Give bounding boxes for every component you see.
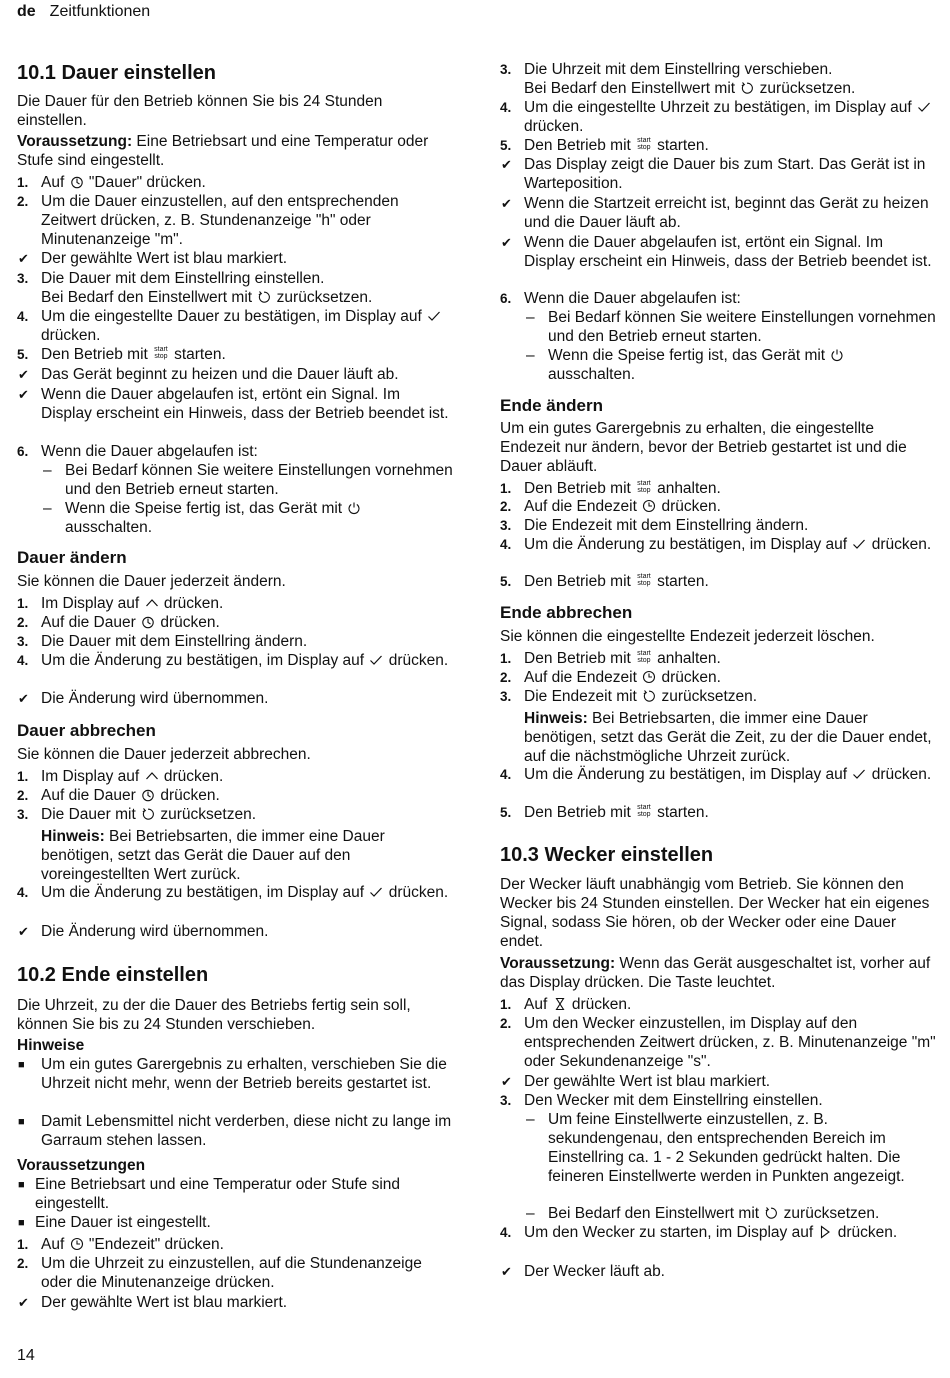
sub-item: – Bei Bedarf den Einstellwert mit zurücksetzen. [526, 1205, 880, 1222]
confirm-check-icon [852, 767, 866, 781]
reset-icon [764, 1206, 778, 1220]
result: ✔ Das Display zeigt die Dauer bis zum Start. Das Gerät ist in Warteposition. [501, 156, 926, 192]
result: ✔ Der Wecker läuft ab. [501, 1263, 665, 1280]
step: 6. Wenn die Dauer abgelaufen ist: [17, 443, 258, 460]
duration-icon [141, 788, 155, 802]
section-10-3-heading: 10.3 Wecker einstellen [500, 844, 714, 866]
sub-item: – Um feine Einstellwerte einzustellen, z. B. sekundengenau, den entsprechenden Bereich im Einstellring ca. 1 - 2 Sekunden gedrückt halten. Die feineren Einstellwerte werden in Punkten angezeigt. [526, 1111, 905, 1185]
result: ✔ Der gewählte Wert ist blau markiert. [18, 1294, 288, 1311]
note: Hinweis: Bei Betriebsarten, die immer eine Dauer benötigen, setzt das Gerät die Zeit, zu der die Dauer endet, auf die nächstmögliche Uhrzeit zurück. [524, 710, 932, 765]
step: 1. Auf "Dauer" drücken. [17, 174, 206, 191]
duration-icon [141, 615, 155, 629]
hourglass-icon [553, 997, 567, 1011]
power-icon [347, 501, 361, 515]
subheading-ende-abbrechen: Ende abbrechen [500, 603, 633, 622]
start-stop-icon: start stop [637, 573, 651, 587]
paragraph: Sie können die Dauer jederzeit abbrechen. [17, 746, 311, 763]
reset-icon [141, 807, 155, 821]
step: 4. Um die Änderung zu bestätigen, im Display auf drücken. [17, 884, 449, 901]
paragraph: Die Uhrzeit, zu der die Dauer des Betriebs fertig sein soll, können Sie bis zu 24 Stunden verschieben. [17, 997, 411, 1033]
paragraph: Der Wecker läuft unabhängig vom Betrieb. Sie können den Wecker bis 24 Stunden einstellen. Der Wecker hat ein eigenes Signal, sodass Sie hören, ob der Wecker oder eine Dauer endet. [500, 876, 930, 950]
step: 3. Den Wecker mit dem Einstellring einstellen. [500, 1092, 823, 1109]
step: 2. Auf die Dauer drücken. [17, 614, 220, 631]
endtime-clock-icon [642, 670, 656, 684]
endtime-clock-icon [70, 1237, 84, 1251]
paragraph: Sie können die eingestellte Endezeit jederzeit löschen. [500, 628, 875, 645]
step: 5. Den Betrieb mit start stop starten. [17, 346, 226, 363]
step: 3. Die Uhrzeit mit dem Einstellring verschieben. Bei Bedarf den Einstellwert mit zurücksetzen. [500, 61, 856, 97]
step: 5. Den Betrieb mit start stop starten. [500, 573, 709, 590]
start-stop-icon: start stop [154, 346, 168, 360]
paragraph: Die Dauer für den Betrieb können Sie bis 24 Stunden einstellen. [17, 93, 383, 129]
bullet-item: ■ Damit Lebensmittel nicht verderben, diese nicht zu lange im Garraum stehen lassen. [18, 1113, 452, 1149]
step: 4. Um die eingestellte Uhrzeit zu bestätigen, im Display auf drücken. [500, 99, 936, 137]
language-code: de [17, 3, 36, 20]
up-chevron-icon [145, 769, 159, 783]
result: ✔ Das Gerät beginnt zu heizen und die Dauer läuft ab. [18, 366, 399, 383]
confirm-check-icon [369, 885, 383, 899]
step: 2. Um den Wecker einzustellen, im Display auf den entsprechenden Zeitwert drücken, z. B. Minutenanzeige "m" oder Sekundenanzeige "s". [500, 1015, 936, 1070]
bullet-item: ■ Um ein gutes Garergebnis zu erhalten, verschieben Sie die Uhrzeit nicht mehr, wenn der Betrieb bereits gestartet ist. [18, 1056, 447, 1092]
note: Hinweis: Bei Betriebsarten, die immer eine Dauer benötigen, setzt das Gerät die Dauer auf den voreingestellten Wert zurück. [41, 828, 385, 883]
endtime-clock-icon [642, 499, 656, 513]
play-icon [818, 1225, 832, 1239]
reset-icon [642, 689, 656, 703]
confirm-check-icon [852, 537, 866, 551]
step: 1. Den Betrieb mit start stop anhalten. [500, 480, 721, 497]
result: ✔ Wenn die Startzeit erreicht ist, beginnt das Gerät zu heizen und die Dauer läuft ab. [501, 195, 929, 231]
step: 5. Den Betrieb mit start stop starten. [500, 804, 709, 821]
start-stop-icon: start stop [637, 650, 651, 664]
start-stop-icon: start stop [637, 480, 651, 494]
step: 4. Um die Änderung zu bestätigen, im Display auf drücken. [17, 652, 449, 669]
subheading-dauer-abbrechen: Dauer abbrechen [17, 721, 156, 740]
result: ✔ Die Änderung wird übernommen. [18, 923, 269, 940]
prerequisite: Voraussetzung: Eine Betriebsart und eine Temperatur oder Stufe sind eingestellt. [17, 133, 429, 169]
sub-item: – Bei Bedarf können Sie weitere Einstellungen vornehmen und den Betrieb erneut starten. [43, 462, 453, 498]
section-10-2-heading: 10.2 Ende einstellen [17, 964, 209, 986]
start-stop-icon: start stop [637, 137, 651, 151]
up-chevron-icon [145, 596, 159, 610]
confirm-check-icon [917, 100, 931, 114]
result: ✔ Die Änderung wird übernommen. [18, 690, 269, 707]
prerequisite: Voraussetzung: Wenn das Gerät ausgeschaltet ist, vorher auf das Display drücken. Die Taste leuchtet. [500, 955, 931, 991]
result: ✔ Der gewählte Wert ist blau markiert. [18, 250, 288, 267]
reset-icon [740, 81, 754, 95]
hinweise-label: Hinweise [17, 1037, 85, 1054]
step: 5. Den Betrieb mit start stop starten. [500, 137, 709, 154]
paragraph: Sie können die Dauer jederzeit ändern. [17, 573, 286, 590]
result: ✔ Der gewählte Wert ist blau markiert. [501, 1073, 771, 1090]
step: 3. Die Dauer mit dem Einstellring ändern. [17, 633, 308, 650]
subheading-dauer-aendern: Dauer ändern [17, 548, 127, 567]
step: 3. Die Dauer mit dem Einstellring einstellen. Bei Bedarf den Einstellwert mit zurücksetzen. [17, 270, 373, 306]
chapter-title: Zeitfunktionen [49, 3, 151, 20]
sub-item: – Bei Bedarf können Sie weitere Einstellungen vornehmen und den Betrieb erneut starten. [526, 309, 936, 345]
section-10-1-heading: 10.1 Dauer einstellen [17, 62, 216, 84]
step: 1. Den Betrieb mit start stop anhalten. [500, 650, 721, 667]
start-stop-icon: start stop [637, 804, 651, 818]
step: 6. Wenn die Dauer abgelaufen ist: [500, 290, 741, 307]
result: ✔ Wenn die Dauer abgelaufen ist, ertönt ein Signal. Im Display erscheint ein Hinweis, dass der Betrieb beendet ist. [18, 386, 449, 422]
step: 1. Auf drücken. [500, 996, 632, 1013]
step: 4. Um die Änderung zu bestätigen, im Display auf drücken. [500, 536, 932, 553]
page-header [17, 3, 150, 21]
step: 3. Die Endezeit mit dem Einstellring ändern. [500, 517, 809, 534]
duration-icon [70, 175, 84, 189]
result: ✔ Wenn die Dauer abgelaufen ist, ertönt ein Signal. Im Display erscheint ein Hinweis, dass der Betrieb beendet ist. [501, 234, 932, 270]
power-icon [830, 348, 844, 362]
step: 4. Um die Änderung zu bestätigen, im Display auf drücken. [500, 766, 932, 783]
reset-icon [257, 290, 271, 304]
sub-item: – Wenn die Speise fertig ist, das Gerät mit ausschalten. [524, 347, 936, 385]
step: 1. Im Display auf drücken. [17, 595, 224, 612]
bullet-item: ■ Eine Betriebsart und eine Temperatur oder Stufe sind eingestellt. [18, 1176, 401, 1212]
step: 3. Die Endezeit mit zurücksetzen. [500, 688, 758, 705]
bullet-item: ■ Eine Dauer ist eingestellt. [18, 1214, 211, 1231]
step: 2. Auf die Dauer drücken. [17, 787, 220, 804]
paragraph: Um ein gutes Garergebnis zu erhalten, die eingestellte Endezeit nur ändern, bevor der Betrieb gestartet ist und die Dauer abläuft. [500, 420, 907, 475]
step: 2. Um die Uhrzeit zu einzustellen, auf die Stundenanzeige oder die Minutenanzeige drücken. [17, 1255, 422, 1291]
step: 4. Um die eingestellte Dauer zu bestätigen, im Display auf drücken. [17, 308, 453, 346]
page-number: 14 [17, 1347, 35, 1364]
step: 4. Um den Wecker zu starten, im Display auf drücken. [500, 1224, 898, 1241]
step: 1. Auf "Endezeit" drücken. [17, 1236, 224, 1253]
step: 1. Im Display auf drücken. [17, 768, 224, 785]
step: 3. Die Dauer mit zurücksetzen. [17, 806, 256, 823]
step: 2. Um die Dauer einzustellen, auf den entsprechenden Zeitwert drücken, z. B. Stundenanzeige "h" oder Minutenanzeige "m". [17, 193, 399, 248]
sub-item: – Wenn die Speise fertig ist, das Gerät mit ausschalten. [41, 500, 453, 538]
step: 2. Auf die Endezeit drücken. [500, 498, 721, 515]
subheading-ende-aendern: Ende ändern [500, 396, 603, 415]
confirm-check-icon [369, 653, 383, 667]
confirm-check-icon [427, 309, 441, 323]
step: 2. Auf die Endezeit drücken. [500, 669, 721, 686]
voraussetzungen-label: Voraussetzungen [17, 1157, 146, 1174]
